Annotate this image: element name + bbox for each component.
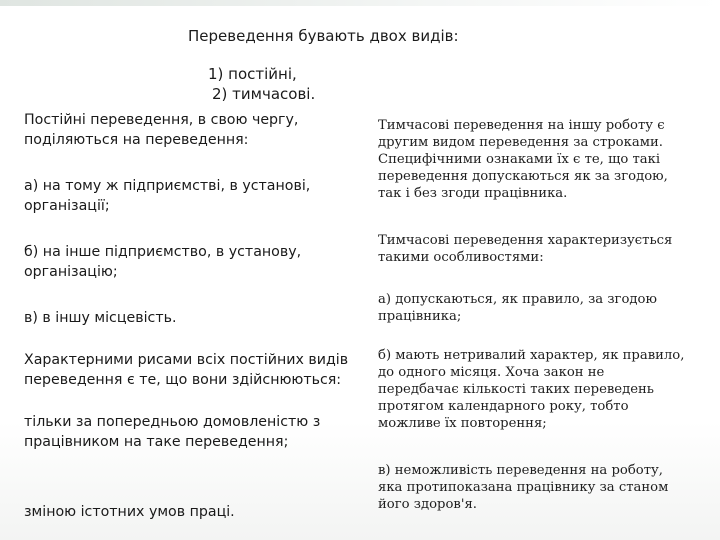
top-decor-bar bbox=[0, 0, 720, 6]
transfer-types-list bbox=[208, 64, 468, 104]
type-item-temporary: 2) тимчасові. bbox=[212, 85, 316, 103]
type-item-permanent: 1) постійні, bbox=[208, 65, 297, 83]
paragraph-temp-item-a: а) допускаються, як правило, за згодою працівника; bbox=[378, 292, 657, 324]
paragraph-temp-item-c: в) неможливість переведення на роботу, яка протипоказана працівнику за станом його здоров'я. bbox=[378, 463, 669, 512]
paragraph-temporary-features: Тимчасові переведення характеризується такими особливостями: bbox=[378, 233, 673, 265]
paragraph-agreement: тільки за попередньою домовленістю з працівником на таке переведення; bbox=[24, 414, 321, 450]
paragraph-temp-item-b: б) мають нетривалий характер, як правило, до одного місяця. Хоча закон не передбачає кількості таких переведень протягом календарного року, тобто можливе їх повторення; bbox=[378, 348, 685, 431]
paragraph-item-b: б) на інше підприємство, в установу, організацію; bbox=[24, 244, 302, 280]
paragraph-temporary-intro: Тимчасові переведення на іншу роботу є другим видом переведення за строками. Специфічними ознаками їх є те, що такі переведення допускаються як за згодою, так і без згоди працівника. bbox=[378, 118, 668, 201]
paragraph-features: Характерними рисами всіх постійних видів переведення є те, що вони здійснюються: bbox=[24, 352, 349, 388]
paragraph-item-c: в) в іншу місцевість. bbox=[24, 310, 177, 326]
paragraph-permanent-intro: Постійні переведення, в свою чергу, поділяються на переведення: bbox=[24, 112, 299, 148]
slide-title: Переведення бувають двох видів: bbox=[188, 27, 459, 45]
paragraph-item-a: а) на тому ж підприємстві, в установі, організації; bbox=[24, 178, 311, 214]
paragraph-conditions: зміною істотних умов праці. bbox=[24, 504, 235, 520]
